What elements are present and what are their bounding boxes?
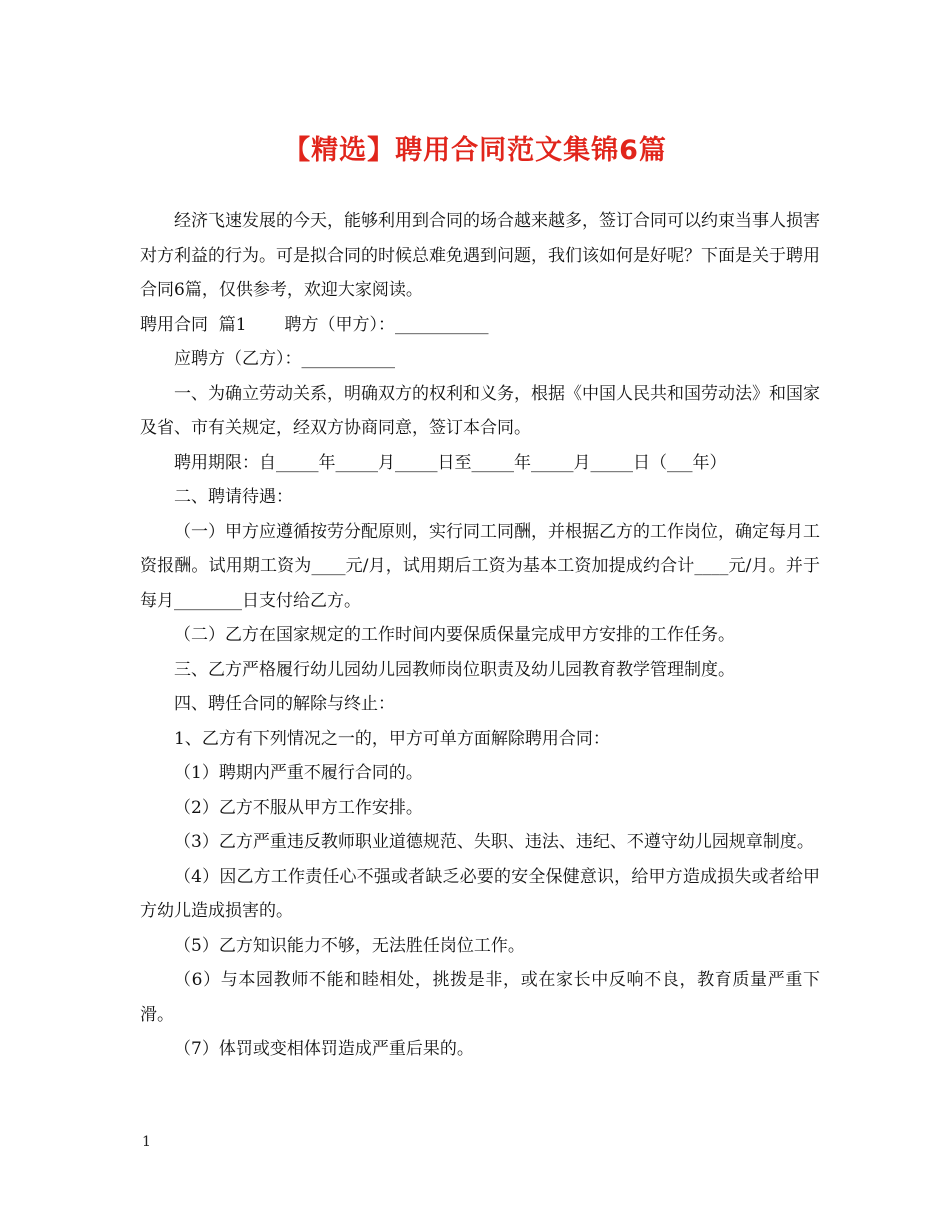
paragraph-clause-2: 二、聘请待遇： [174,487,293,507]
paragraph-clause-4-1: 1、乙方有下列情况之一的，甲方可单方面解除聘用合同： [174,728,610,749]
page-number: 1 [142,1134,151,1150]
paragraph-clause-2-1: （一）甲方应遵循按劳分配原则，实行同工同酬，并根据乙方的工作岗位，确定每月工资报酬。试用期工资为____元/月，试用期后工资为基本工资加提成约合计____元/月。并于每月________日支付给乙方。 [140,521,820,611]
paragraph-clause-1: 一、为确立劳动关系，明确双方的权利和义务，根据《中国人民共和国劳动法》和国家及省、市有关规定，经双方协商同意，签订本合同。 [140,383,820,438]
paragraph-term: 聘用期限：自_____年_____月_____日至_____年_____月_____日（___年） [174,452,727,473]
list-item-2: （2）乙方不服从甲方工作安排。 [174,797,423,818]
document-title: 【精选】聘用合同范文集锦6篇 [283,135,667,166]
paragraph-intro: 经济飞速发展的今天，能够利用到合同的场合越来越多，签订合同可以约束当事人损害对方利益的行为。可是拟合同的时候总难免遇到问题，我们该如何是好呢？下面是关于聘用合同6篇，仅供参考，欢迎大家阅读。 [140,211,820,300]
list-item-6: （6）与本园教师不能和睦相处，挑拨是非，或在家长中反响不良，教育质量严重下滑。 [140,970,820,1025]
paragraph-contract-heading: 聘用合同 篇1 聘方（甲方）：___________ [140,314,489,335]
document-body [140,204,820,1067]
paragraph-party-b: 应聘方（乙方）：___________ [174,349,395,369]
list-item-3: （3）乙方严重违反教师职业道德规范、失职、违法、违纪、不遵守幼儿园规章制度。 [174,832,814,852]
paragraph-clause-4: 四、聘任合同的解除与终止： [174,694,395,714]
list-item-5: （5）乙方知识能力不够，无法胜任岗位工作。 [174,935,525,956]
list-item-7: （7）体罚或变相体罚造成严重后果的。 [174,1039,474,1059]
paragraph-clause-3: 三、乙方严格履行幼儿园幼儿园教师岗位职责及幼儿园教育教学管理制度。 [174,659,735,680]
paragraph-clause-2-2: （二）乙方在国家规定的工作时间内要保质保量完成甲方安排的工作任务。 [174,625,735,645]
list-item-1: （1）聘期内严重不履行合同的。 [174,763,423,783]
list-item-4: （4）因乙方工作责任心不强或者缺乏必要的安全保健意识，给甲方造成损失或者给甲方幼儿造成损害的。 [140,866,820,921]
